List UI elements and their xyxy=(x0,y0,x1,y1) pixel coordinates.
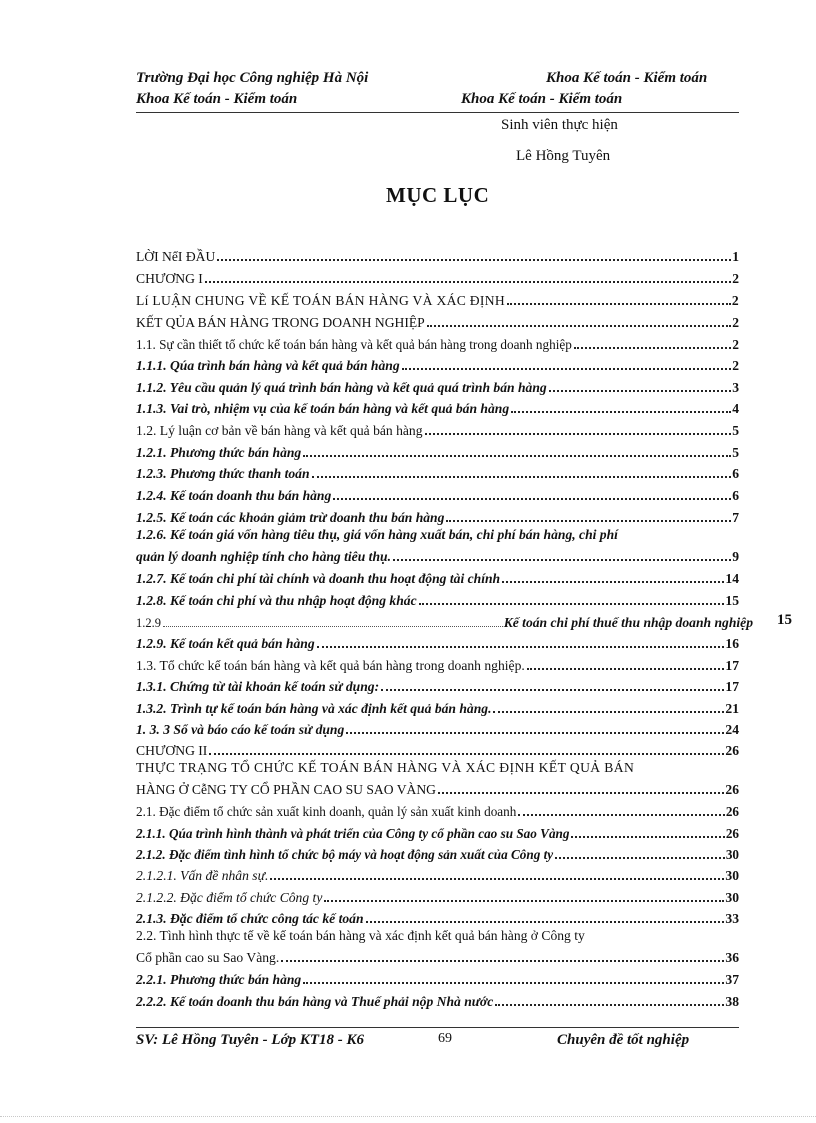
toc-entry[interactable]: 1.2.9 Kế toán chi phí thuế thu nhập doanh nghiệp xyxy=(136,615,753,630)
toc-entry[interactable]: CHƯƠNG II 26 xyxy=(136,743,739,758)
toc-entry[interactable]: 1.3.1. Chứng từ tài khoản kế toán sử dụng: 17 xyxy=(136,679,739,694)
toc-entry[interactable]: 2.2.2. Kế toán doanh thu bán hàng và Thuế phải nộp Nhà nước 38 xyxy=(136,994,739,1009)
toc-entry[interactable]: 1.2.8. Kế toán chi phí và thu nhập hoạt động khác 15 xyxy=(136,593,739,608)
toc-entry[interactable]: 1.2. Lý luận cơ bản về bán hàng và kết quả bán hàng 5 xyxy=(136,423,739,438)
toc-entry-line1: 1.2.6. Kế toán giá vốn hàng tiêu thụ, giá vốn hàng xuất bán, chi phí bán hàng, chi phí xyxy=(136,527,618,542)
header-faculty-right: Khoa Kế toán - Kiểm toán xyxy=(546,70,708,86)
page-title: MỤC LỤC xyxy=(386,183,490,207)
toc-entry[interactable]: 1.1.2. Yêu cầu quản lý quá trình bán hàng và kết quả quá trình bán hàng 3 xyxy=(136,380,739,395)
footer-rule xyxy=(136,1027,739,1028)
student-label: Sinh viên thực hiện xyxy=(501,117,618,133)
toc-entry[interactable]: 1.2.9. Kế toán kết quả bán hàng 16 xyxy=(136,636,739,651)
footer-student: SV: Lê Hồng Tuyên - Lớp KT18 - K6 xyxy=(136,1032,365,1048)
toc-entry[interactable]: 2.1.2.1. Vấn đề nhân sự. 30 xyxy=(136,868,739,883)
toc-entry[interactable]: 2.1.1. Qúa trình hình thành và phát triển của Công ty cổ phần cao su Sao Vàng 26 xyxy=(136,826,739,841)
toc-entry[interactable]: 1.2.4. Kế toán doanh thu bán hàng 6 xyxy=(136,488,739,503)
toc-entry-line1: 2.2. Tình hình thực tế về kế toán bán hàng và xác định kết quả bán hàng ở Công ty xyxy=(136,928,585,943)
toc-entry[interactable]: 1.1. Sự cần thiết tổ chức kế toán bán hàng và kết quả bán hàng trong doanh nghiệp 2 xyxy=(136,337,739,352)
toc-entry[interactable]: 2.1.3. Đặc điểm tổ chức công tác kế toán 33 xyxy=(136,911,739,926)
footer-page-number: 69 xyxy=(438,1031,452,1046)
toc-entry[interactable]: 1.3. Tổ chức kế toán bán hàng và kết quả bán hàng trong doanh nghiệp. 17 xyxy=(136,658,739,673)
toc-entry[interactable]: 1.2.1. Phương thức bán hàng 5 xyxy=(136,445,739,460)
page-edge-divider xyxy=(0,1116,816,1117)
toc-entry[interactable]: 1.2.7. Kế toán chi phí tài chính và doanh thu hoạt động tài chính 14 xyxy=(136,571,739,586)
header-school: Trường Đại học Công nghiệp Hà Nội xyxy=(136,70,369,86)
header-faculty-center: Khoa Kế toán - Kiểm toán xyxy=(461,91,623,107)
toc-entry[interactable]: 2.1.2. Đặc điểm tình hình tổ chức bộ máy và hoạt động sản xuất của Công ty 30 xyxy=(136,847,739,862)
toc-entry[interactable]: 1.2.3. Phương thức thanh toán 6 xyxy=(136,466,739,481)
student-name: Lê Hồng Tuyên xyxy=(516,148,611,164)
toc-entry[interactable]: LỜI NểI ĐẦU 1 xyxy=(136,249,739,264)
footer-thesis-label: Chuyên đề tốt nghiệp xyxy=(557,1032,690,1048)
toc-entry[interactable]: 2.2.1. Phương thức bán hàng 37 xyxy=(136,972,739,987)
toc-entry[interactable]: Lí LUẬN CHUNG VỀ KẾ TOÁN BÁN HÀNG VÀ XÁC ĐỊNH 2 xyxy=(136,293,739,308)
toc-entry[interactable]: 2.1.2.2. Đặc điểm tổ chức Công ty 30 xyxy=(136,890,739,905)
toc-entry[interactable]: 1. 3. 3 Sổ và báo cáo kế toán sử dụng 24 xyxy=(136,722,739,737)
toc-entry[interactable]: HÀNG Ở CễNG TY CỔ PHẦN CAO SU SAO VÀNG 26 xyxy=(136,782,739,797)
toc-entry[interactable]: 1.2.5. Kế toán các khoản giảm trừ doanh thu bán hàng 7 xyxy=(136,510,739,525)
toc-entry[interactable]: Cổ phần cao su Sao Vàng. 36 xyxy=(136,950,739,965)
header-rule xyxy=(136,112,739,113)
toc-entry[interactable]: 1.1.3. Vai trò, nhiệm vụ của kế toán bán hàng và kết quả bán hàng 4 xyxy=(136,401,739,416)
toc-entry[interactable]: quản lý doanh nghiệp tính cho hàng tiêu thụ. 9 xyxy=(136,549,739,564)
toc-entry-line1: THỰC TRẠNG TỔ CHỨC KẾ TOÁN BÁN HÀNG VÀ XÁC ĐỊNH KẾT QUẢ BÁN xyxy=(136,760,635,775)
toc-entry[interactable]: 1.1.1. Qúa trình bán hàng và kết quả bán hàng 2 xyxy=(136,358,739,373)
toc-entry[interactable]: 2.1. Đặc điểm tổ chức sản xuất kinh doanh, quản lý sản xuất kinh doanh 26 xyxy=(136,804,739,819)
toc-entry[interactable]: 1.3.2. Trình tự kế toán bán hàng và xác định kết quả bán hàng. 21 xyxy=(136,701,739,716)
toc-entry[interactable]: CHƯƠNG I 2 xyxy=(136,271,739,286)
header-faculty-left: Khoa Kế toán - Kiểm toán xyxy=(136,91,298,107)
toc-entry[interactable]: KẾT QỦA BÁN HÀNG TRONG DOANH NGHIỆP 2 xyxy=(136,315,739,330)
side-page-number: 15 xyxy=(777,612,792,628)
